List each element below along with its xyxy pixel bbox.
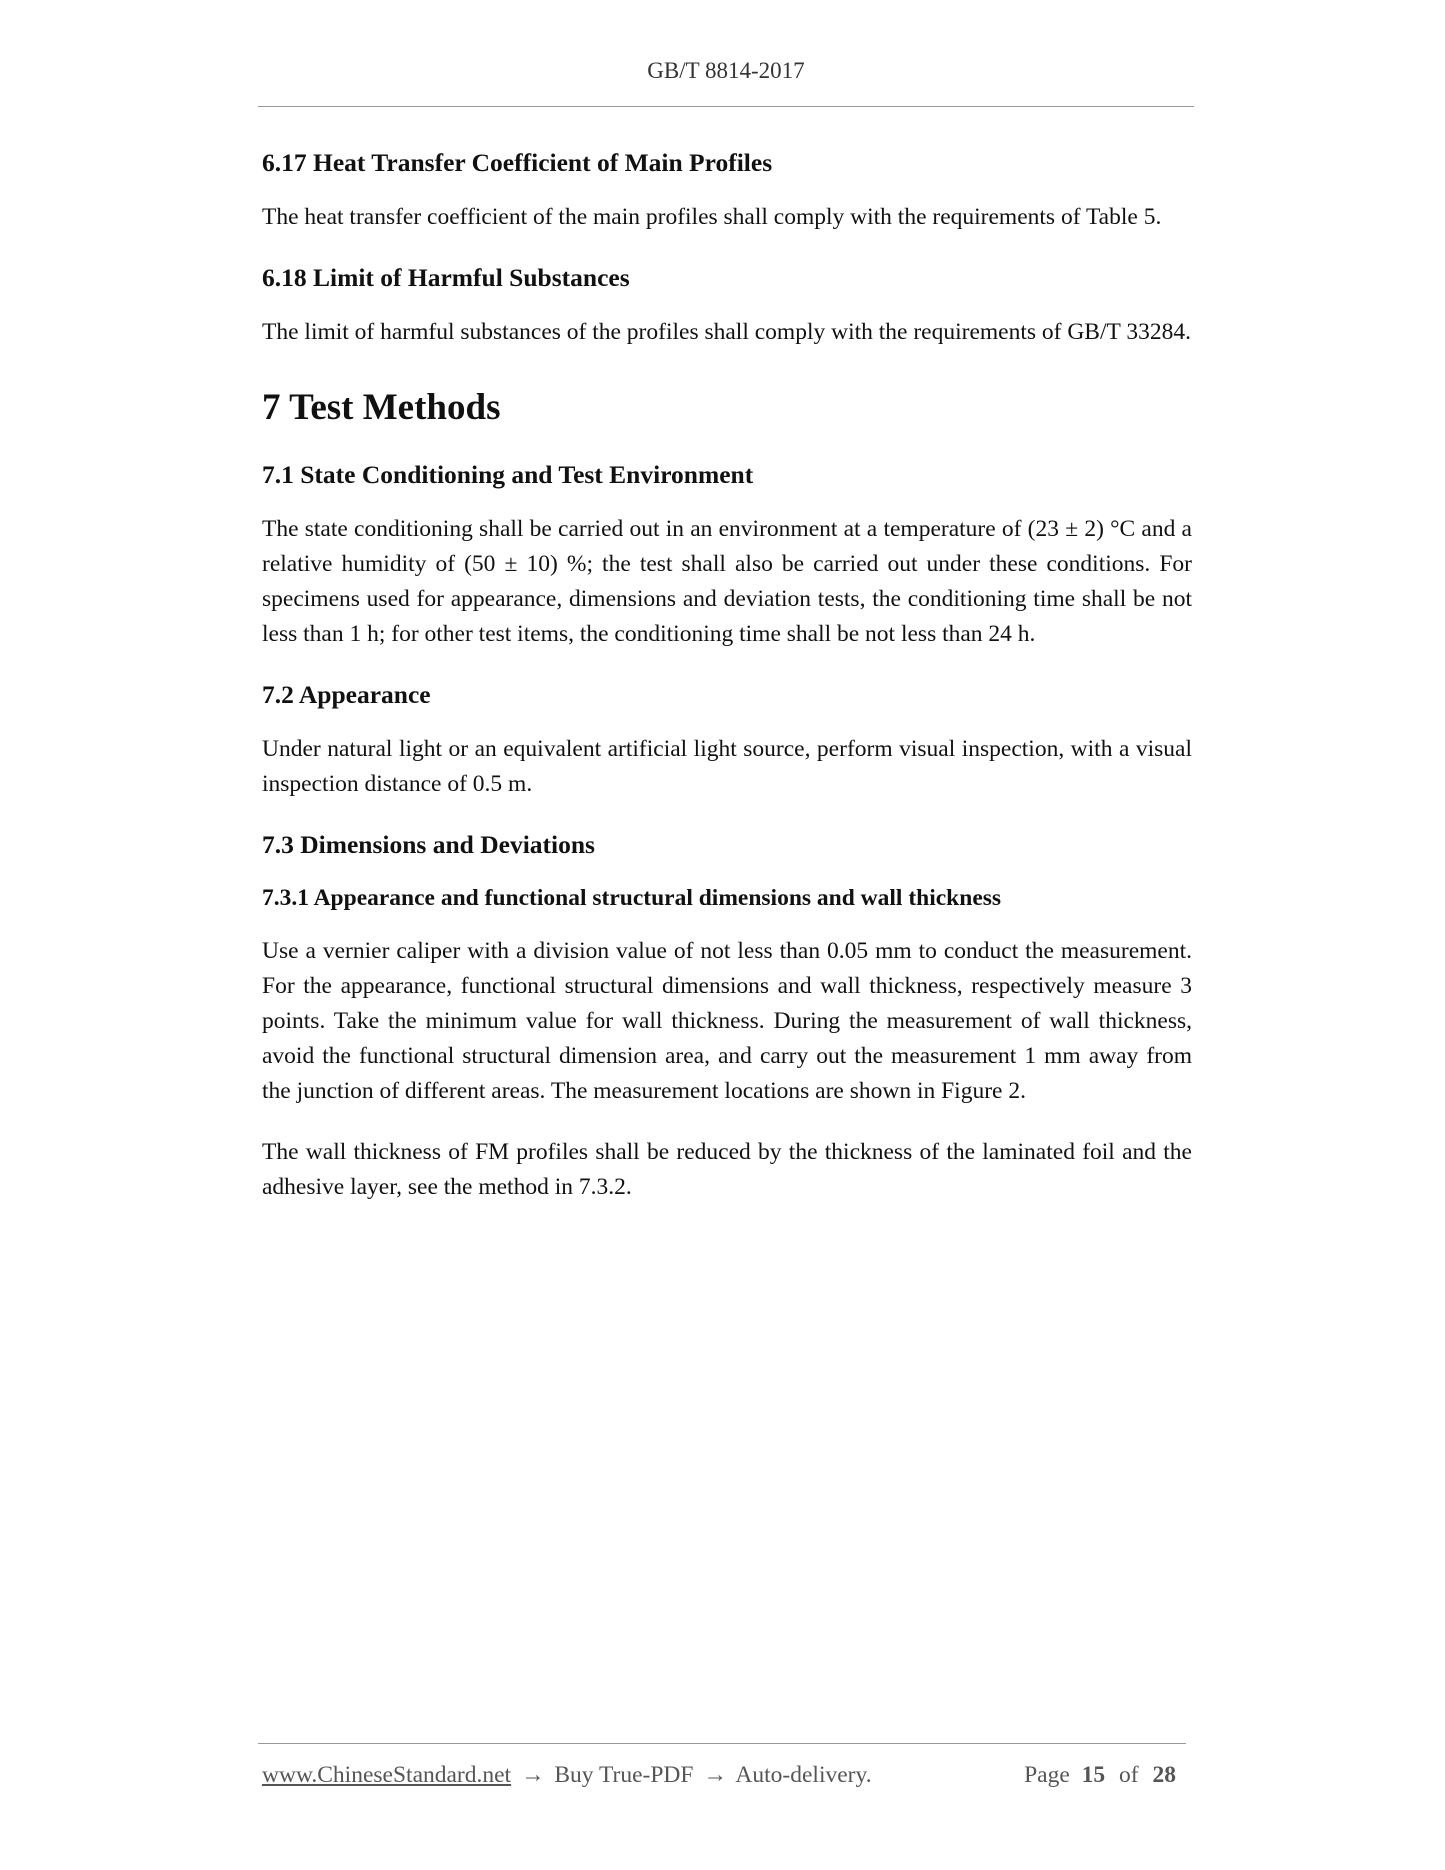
paragraph-7-3-1-a: Use a vernier caliper with a division value of not less than 0.05 mm to conduct the measurement. For the appearance, functional structural dimensions and wall thickness, respectively measure 3 points. Take the minimum value for wall thickness. During the measurement of wall thickness, avoid the functional structural dimension area, and carry out the measurement 1 mm away from the junction of different areas. The measurement locations are shown in Figure 2. <box>262 938 1192 1104</box>
heading-7-3-1: 7.3.1 Appearance and functional structural dimensions and wall thickness <box>262 885 1002 911</box>
site-link[interactable]: www.ChineseStandard.net <box>262 1762 512 1788</box>
page-label: Page <box>1024 1762 1070 1788</box>
paragraph-7-3-1-b: The wall thickness of FM profiles shall be reduced by the thickness of the laminated foil and the adhesive layer, see the method in 7.3.2. <box>262 1139 1192 1200</box>
footer-divider <box>258 1743 1186 1744</box>
arrow-right-icon: → <box>520 1762 545 1788</box>
document-body <box>262 146 1192 1231</box>
page-number: 15 <box>1081 1762 1106 1788</box>
heading-7-1: 7.1 State Conditioning and Test Environment <box>262 460 754 489</box>
arrow-right-icon: → <box>703 1762 727 1788</box>
paragraph-6-18: The limit of harmful substances of the profiles shall comply with the requirements of GB/T 33284. <box>262 319 1191 345</box>
paragraph-7-1: The state conditioning shall be carried out in an environment at a temperature of (23 ± 2) °C and a relative humidity of (50 ± 10) %; the test shall also be carried out under these conditions. For specimens used for appearance, dimensions and deviation tests, the conditioning time shall be not less than 1 h; for other test items, the conditioning time shall be not less than 24 h. <box>262 516 1192 647</box>
page-total: 28 <box>1152 1762 1176 1788</box>
footer-promo <box>262 1762 872 1789</box>
of-label: of <box>1119 1762 1139 1788</box>
heading-6-17: 6.17 Heat Transfer Coefficient of Main Profiles <box>262 148 773 177</box>
heading-6-18: 6.18 Limit of Harmful Substances <box>262 263 630 292</box>
delivery-text: Auto-delivery. <box>735 1762 872 1788</box>
page-indicator <box>1024 1762 1182 1789</box>
heading-7-2: 7.2 Appearance <box>262 680 431 709</box>
buy-text: Buy True-PDF <box>554 1762 694 1788</box>
page-header: GB/T 8814-2017 <box>647 58 805 83</box>
heading-7-3: 7.3 Dimensions and Deviations <box>262 830 595 859</box>
paragraph-7-2: Under natural light or an equivalent artificial light source, perform visual inspection, with a visual inspection distance of 0.5 m. <box>262 736 1192 797</box>
heading-7: 7 Test Methods <box>262 387 501 428</box>
header-divider <box>258 106 1194 107</box>
paragraph-6-17: The heat transfer coefficient of the main profiles shall comply with the requirements of Table 5. <box>262 204 1162 230</box>
